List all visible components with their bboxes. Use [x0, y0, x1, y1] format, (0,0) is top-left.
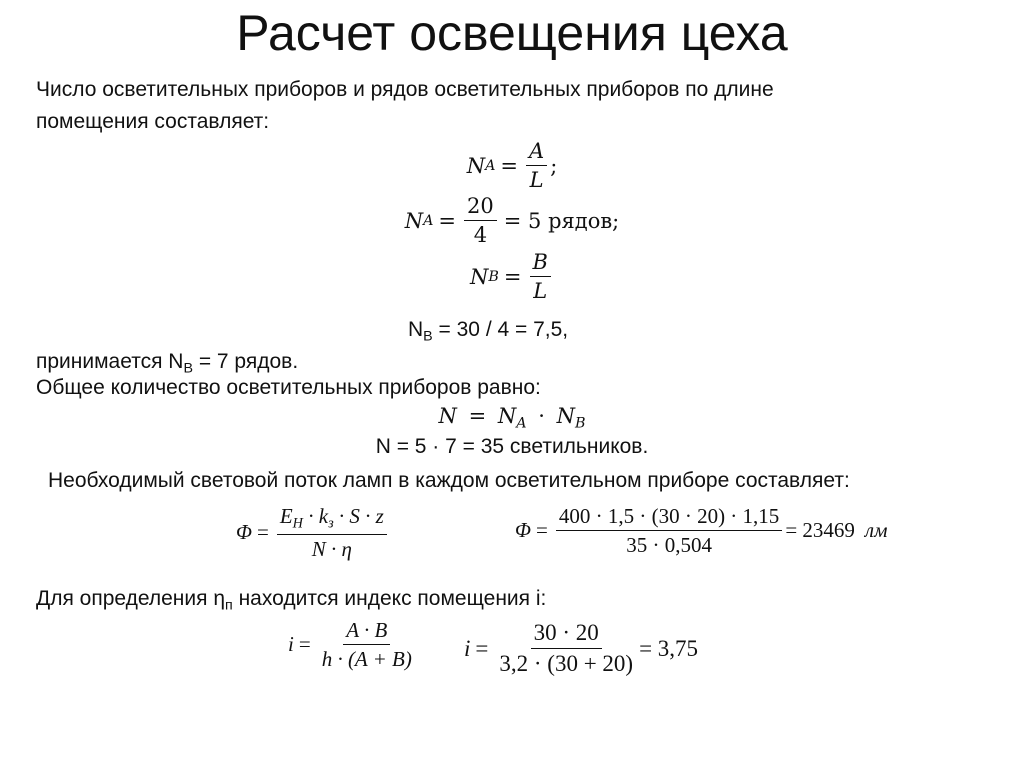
intro-line-2: помещения составляет:	[36, 110, 270, 133]
na-value-result: = 5 рядов;	[503, 208, 620, 233]
index-calc-denominator: 3,2 · (30 + 20)	[499, 651, 634, 677]
n-calculation: N = 5 · 7 = 35 светильников.	[375, 435, 649, 458]
index-calc-fraction	[496, 620, 636, 678]
flux-calculation	[515, 504, 887, 557]
equation-na-formula	[0, 139, 1024, 192]
na-denominator: L	[529, 168, 544, 193]
flux-formula	[236, 504, 390, 561]
index-formula	[288, 618, 418, 671]
flux-calc-fraction	[556, 504, 782, 557]
flux-calc-result: = 23469	[785, 518, 855, 543]
n-symbol: N	[438, 404, 457, 428]
slide-title: Расчет освещения цеха	[236, 5, 788, 61]
semicolon: ;	[550, 153, 558, 178]
na-value-numerator: 20	[464, 194, 497, 221]
equals-sign: =	[257, 519, 269, 544]
equals-sign: =	[536, 518, 548, 543]
index-intro: Для определения $\eta_п$ находится индекс помещения i:	[36, 587, 547, 614]
flux-denominator: N · η	[311, 536, 352, 561]
equals-sign: =	[298, 632, 311, 657]
flux-calc-numerator: 400 · 1,5 · (30 · 20) · 1,15	[556, 504, 782, 531]
na-symbol: N	[466, 153, 486, 178]
nb-subscript: B	[488, 268, 499, 285]
index-calc-symbol: i	[464, 635, 471, 661]
nb-fraction	[530, 250, 551, 303]
index-fraction	[319, 618, 415, 671]
na-value-fraction	[464, 194, 497, 247]
nb-calculation: $N_B = 30 / 4 = 7,5$,	[408, 318, 569, 345]
equation-n: $N = N_A \cdot N_B$	[438, 404, 586, 432]
na-value-subscript: A	[423, 212, 434, 229]
index-denominator: h · (A + B)	[321, 647, 412, 672]
na-subscript: A	[485, 157, 496, 174]
intro-line-1: Число осветительных приборов и рядов осветительных приборов по длине	[36, 78, 774, 101]
equation-na-value	[0, 194, 1024, 247]
nb-denominator: L	[533, 279, 548, 304]
na-fraction	[526, 139, 547, 192]
equals-sign: =	[438, 208, 457, 233]
flux-unit: лм	[864, 518, 888, 543]
nb-symbol: N	[470, 264, 489, 289]
total-intro: Общее количество осветительных приборов равно:	[36, 376, 541, 399]
index-symbol: i	[288, 632, 294, 657]
equals-sign: =	[503, 264, 522, 289]
multiply-dot: ·	[538, 404, 545, 428]
na-value-denominator: 4	[473, 223, 488, 248]
na-value-symbol: N	[404, 208, 424, 233]
flux-intro: Необходимый световой поток ламп в каждом осветительном приборе составляет:	[48, 469, 850, 492]
nb-numerator: B	[530, 250, 551, 277]
equals-sign: =	[500, 153, 519, 178]
flux-calc-symbol: Φ	[515, 518, 531, 543]
equation-nb-formula	[0, 250, 1024, 303]
flux-calc-denominator: 35 · 0,504	[626, 533, 712, 558]
index-numerator: A · B	[343, 618, 390, 645]
flux-symbol: Φ	[236, 519, 252, 544]
na-numerator: A	[526, 139, 547, 166]
index-calculation	[464, 620, 698, 678]
accepted-rows: принимается $N_B = 7$ рядов.	[36, 350, 299, 377]
index-calc-numerator: 30 · 20	[531, 620, 602, 649]
flux-numerator: $E_Н \cdot k_з \cdot S \cdot z$	[277, 504, 387, 535]
index-calc-result: = 3,75	[639, 635, 699, 661]
flux-fraction	[277, 504, 387, 561]
equals-sign: =	[468, 404, 487, 428]
equals-sign: =	[475, 635, 489, 661]
